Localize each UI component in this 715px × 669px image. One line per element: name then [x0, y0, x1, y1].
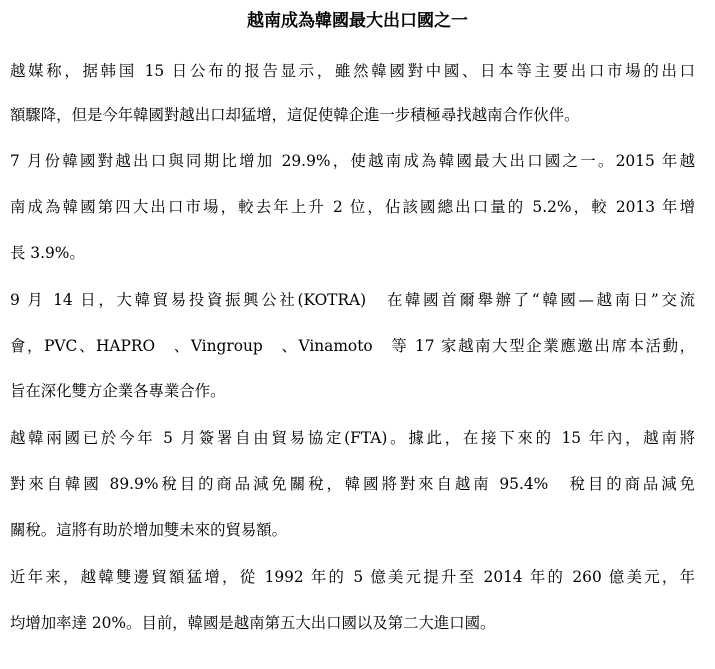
paragraph-3-line-2: 會，PVC、HAPRO 、Vingroup 、Vinamoto 等 17 家越南大型企業應邀出席本活動，: [10, 337, 695, 355]
paragraph-2-line-2: 南成為韓國第四大出口市場，較去年上升 2 位，佔該國總出口量的 5.2%，較 2013 年增: [10, 198, 695, 216]
paragraph-4-line-3: 關稅。這將有助於增加雙未來的貿易額。: [10, 521, 288, 539]
paragraph-1-line-2: 額驟降，但是今年韓國對越出口却猛增，這促使韓企進一步積極尋找越南合作伙伴。: [10, 106, 580, 124]
paragraph-1-line-1: 越媒称，据韩国 15 日公布的报告显示，雖然韓國對中國、日本等主要出口市場的出口: [10, 62, 695, 80]
paragraph-2-line-3: 長 3.9%。: [10, 244, 85, 262]
paragraph-3-line-1: 9 月 14 日，大韓貿易投資振興公社(KOTRA) 在韓國首爾舉辦了“韓國—越南日”交流: [10, 291, 695, 309]
paragraph-4-line-2: 對來自韓國 89.9%稅目的商品減免關稅，韓國將對來自越南 95.4% 稅目的商品減免: [10, 475, 695, 493]
paragraph-5-line-1: 近年来，越韓雙邊貿額猛增，從 1992 年的 5 億美元提升至 2014 年的 260 億美元，年: [10, 568, 695, 586]
article-title: 越南成為韓國最大出口國之一: [247, 11, 468, 31]
paragraph-5-line-2: 均增加率達 20%。目前，韓國是越南第五大出口國以及第二大進口國。: [10, 614, 496, 632]
paragraph-2-line-1: 7 月份韓國對越出口與同期比增加 29.9%，使越南成為韓國最大出口國之一。2015 年越: [10, 152, 695, 170]
paragraph-4-line-1: 越韓兩國已於今年 5 月簽署自由貿易協定(FTA)。據此，在接下來的 15 年內，越南將: [10, 429, 695, 447]
paragraph-3-line-3: 旨在深化雙方企業各專業合作。: [10, 382, 226, 400]
